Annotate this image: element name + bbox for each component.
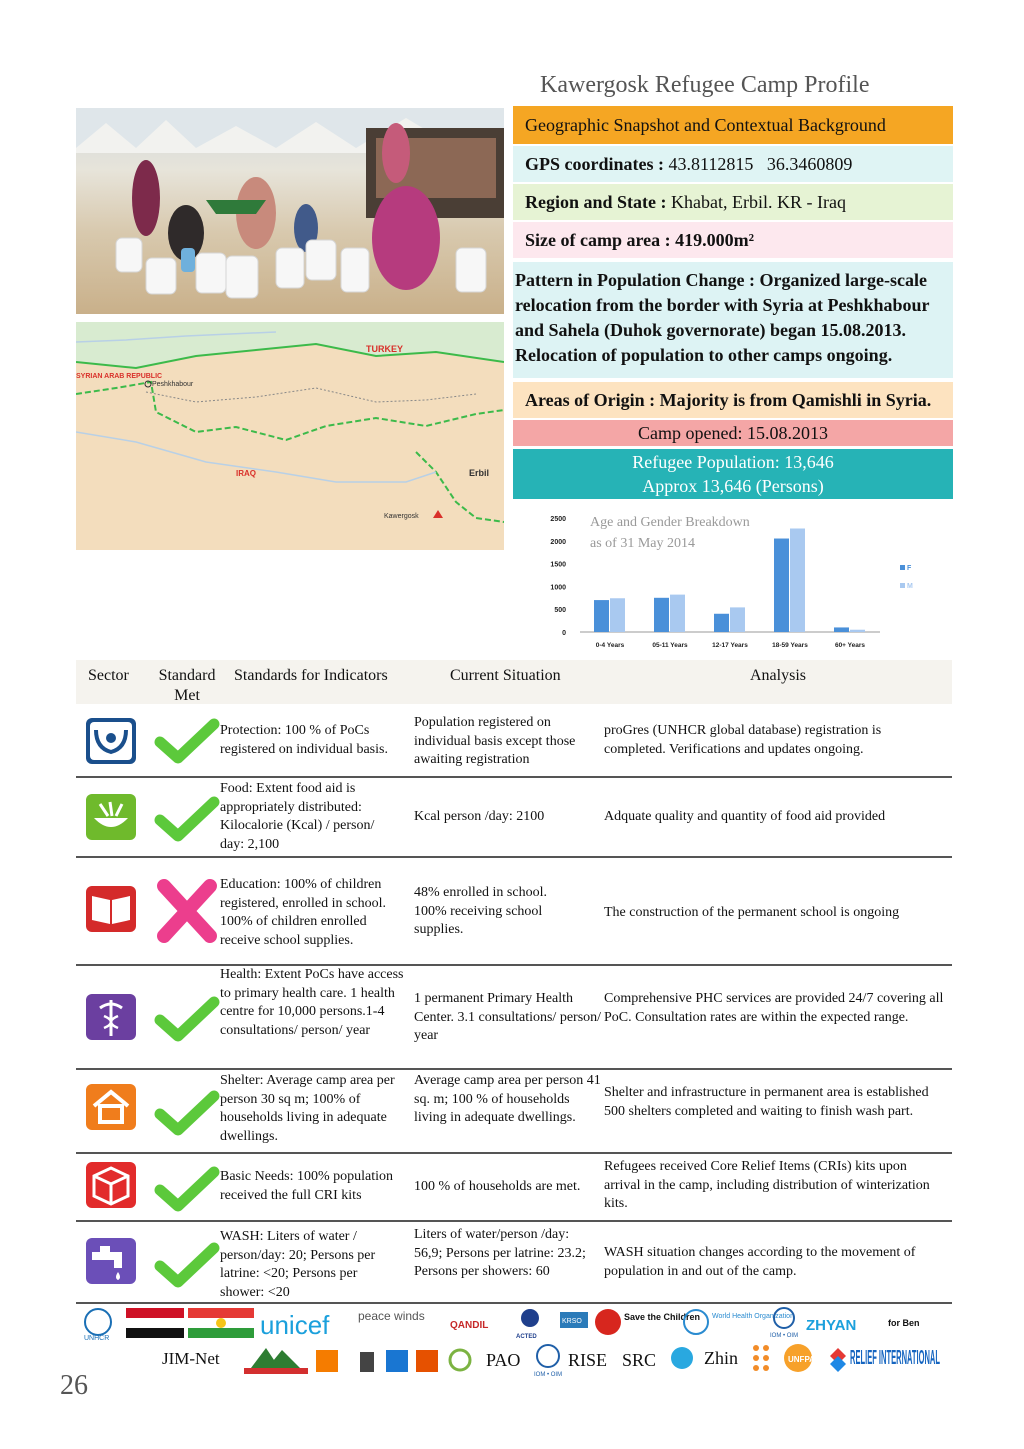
refugee-population: [513, 449, 953, 499]
x-tick-label: 12-17 Years: [712, 642, 748, 649]
logo-who: World Health Organization: [712, 1313, 794, 1320]
standard-text: Protection: 100 % of PoCs registered on individual basis.: [220, 723, 388, 757]
partner-logos: [76, 1304, 952, 1384]
x-tick-label: 0-4 Years: [595, 642, 625, 649]
logo-jim-net: JIM-Net: [162, 1349, 220, 1368]
y-tick-label: 1000: [550, 584, 566, 592]
page-number: 26: [60, 1370, 88, 1401]
health-icon: [86, 994, 136, 1040]
col-sector: Sector: [88, 667, 129, 684]
logo-zhin: Zhin: [704, 1348, 738, 1368]
bar-m-4: [850, 630, 865, 632]
camp-size: [513, 222, 953, 258]
cross-icon: [154, 878, 220, 944]
current-text: 48% enrolled in school. 100% receiving school supplies.: [414, 885, 547, 937]
col-standard-met: Standard Met: [158, 667, 216, 704]
region-state: [513, 184, 953, 220]
legend-label-f: F: [907, 565, 912, 572]
gps-value: 43.8112815 36.3460809: [668, 153, 853, 174]
check-icon: [154, 716, 220, 766]
logo-relief-international: RELIEF INTERNATIONAL: [850, 1347, 940, 1369]
chart-title: Age and Gender Breakdown: [590, 515, 750, 530]
check-icon: [154, 1164, 220, 1214]
bar-m-0: [610, 598, 625, 632]
standard-text: Education: 100% of children registered, enrolled in school. 100% of children enrolled receive school supplies.: [220, 877, 387, 948]
current-text: Average camp area per person 41 sq. m; 100 % of households living in adequate dwellings.: [414, 1073, 601, 1125]
cri-box-icon: [86, 1162, 136, 1208]
x-tick-label: 18-59 Years: [772, 642, 808, 649]
bar-f-0: [594, 600, 609, 632]
logo-src: SRC: [622, 1350, 657, 1370]
table-row-food: [76, 778, 952, 858]
page-title: Kawergosk Refugee Camp Profile: [540, 72, 870, 98]
logo-qandil: QANDIL: [450, 1320, 489, 1331]
map-label-kawergosk: Kawergosk: [384, 513, 419, 520]
camp-opened: Camp opened: 15.08.2013: [513, 420, 953, 446]
legend-swatch-f: [900, 565, 905, 570]
check-icon: [154, 994, 220, 1044]
bar-f-3: [774, 539, 789, 632]
standard-text: Basic Needs: 100% population received the full CRI kits: [220, 1169, 394, 1203]
check-icon: [154, 1088, 220, 1138]
age-gender-chart-svg: [540, 510, 930, 658]
bar-f-1: [654, 598, 669, 632]
size-label: Size of camp area :: [525, 229, 671, 250]
logo-acted: ACTED: [516, 1334, 537, 1340]
standard-text: Health: Extent PoCs have access to primary health care. 1 health centre for 10,000 persons.1-4 consultations/ person/ year: [220, 967, 404, 1038]
legend-swatch-m: [900, 583, 905, 588]
logo-unicef: unicef: [260, 1310, 330, 1340]
check-icon: [154, 794, 220, 844]
logo-rise: RISE: [568, 1350, 608, 1370]
table-row-protection: [76, 706, 952, 778]
legend-label-m: M: [907, 583, 913, 590]
shelter-icon: [86, 1084, 136, 1130]
map-illustration: [76, 322, 504, 550]
analysis-text: WASH situation changes according to the movement of population in and out of the camp.: [604, 1245, 916, 1279]
table-row-basic-needs: [76, 1154, 952, 1222]
gps-label: GPS coordinates :: [525, 153, 664, 174]
y-tick-label: 500: [554, 607, 566, 615]
current-text: Kcal person /day: 2100: [414, 809, 545, 824]
protection-icon: [86, 718, 136, 764]
bar-m-3: [790, 528, 805, 632]
logo-zhyan: ZHYAN: [806, 1317, 857, 1334]
col-analysis: Analysis: [750, 667, 806, 684]
current-text: Liters of water/person /day: 56,9; Persons per latrine: 23.2; Persons per showers: 60: [414, 1227, 586, 1279]
bar-m-1: [670, 595, 685, 632]
current-text: 100 % of households are met.: [414, 1179, 581, 1194]
map-label-syria: SYRIAN ARAB REPUBLIC: [76, 373, 163, 380]
section-title: Geographic Snapshot and Contextual Background: [513, 106, 953, 144]
logo-pao: PAO: [486, 1350, 521, 1370]
analysis-text: The construction of the permanent school is ongoing: [604, 905, 900, 920]
current-text: Population registered on individual basis except those awaiting registration: [414, 715, 576, 767]
analysis-text: Refugees received Core Relief Items (CRIs) kits upon arrival in the camp, including distribution of winterization kits.: [604, 1159, 930, 1211]
analysis-text: Adquate quality and quantity of food aid provided: [604, 809, 886, 824]
table-row-shelter: [76, 1070, 952, 1154]
logo-iom: IOM • OIM: [770, 1333, 799, 1339]
map-label-erbil: Erbil: [469, 468, 490, 478]
age-gender-chart: [540, 510, 930, 658]
map-label-iraq: IRAQ: [236, 469, 256, 478]
analysis-text: Comprehensive PHC services are provided 24/7 covering all PoC. Consultation rates are within the expected range.: [604, 991, 944, 1025]
logo-save-the-children: Save the Children: [624, 1312, 701, 1322]
location-map: [76, 322, 504, 550]
map-label-turkey: TURKEY: [366, 344, 404, 354]
logo-unhcr: UNHCR: [84, 1335, 110, 1342]
standard-text: Shelter: Average camp area per person 30 sq m; 100% of households living in adequate dwellings.: [220, 1073, 395, 1144]
table-row-wash: [76, 1222, 952, 1304]
size-value: 419.000m²: [675, 229, 755, 250]
refugee-population-line1: Refugee Population: 13,646: [632, 452, 834, 472]
bar-f-2: [714, 614, 729, 632]
table-row-health: [76, 966, 952, 1070]
col-current: Current Situation: [450, 667, 561, 684]
bar-m-2: [730, 607, 745, 632]
logo-krso: KRSO: [562, 1318, 582, 1325]
y-tick-label: 0: [562, 630, 566, 637]
water-tap-icon: [86, 1238, 136, 1284]
table-row-education: [76, 858, 952, 966]
logo-peace-winds: peace winds: [358, 1309, 425, 1323]
logo-unfpa: UNFPA: [788, 1355, 815, 1364]
check-icon: [154, 1240, 220, 1290]
logo-iom-2: IOM • OIM: [534, 1372, 563, 1378]
chart-subtitle: as of 31 May 2014: [590, 536, 695, 551]
book-icon: [86, 886, 136, 932]
bar-f-4: [834, 627, 849, 632]
logo-for-ben: for Ben: [888, 1318, 920, 1328]
region-value: Khabat, Erbil. KR - Iraq: [671, 191, 846, 212]
areas-of-origin: Areas of Origin : Majority is from Qamishli in Syria.: [513, 382, 953, 418]
food-icon: [86, 794, 136, 840]
current-text: 1 permanent Primary Health Center. 3.1 consultations/ person/ year: [414, 991, 602, 1043]
camp-photo: [76, 108, 504, 314]
x-tick-label: 60+ Years: [834, 642, 866, 649]
col-standards: Standards for Indicators: [234, 667, 388, 684]
gps-coordinates: [513, 146, 953, 182]
table-header: [76, 660, 952, 704]
population-change: Pattern in Population Change : Organized large-scale relocation from the border with Syria at Peshkhabour and Sahela (Duhok governorate) began 15.08.2013. Relocation of population to other camps ongoing.: [513, 262, 953, 378]
y-tick-label: 1500: [550, 561, 566, 569]
partner-logos-strip: [76, 1304, 952, 1384]
map-label-peshkhabour: Peshkhabour: [152, 381, 194, 388]
standard-text: Food: Extent food aid is appropriately distributed: Kilocalorie (Kcal) / person/ day: 2,100: [220, 781, 375, 852]
region-label: Region and State :: [525, 191, 667, 212]
y-tick-label: 2000: [550, 538, 566, 546]
analysis-text: Shelter and infrastructure in permanent area is established 500 shelters completed and waiting to finish wash part.: [604, 1085, 929, 1119]
analysis-text: proGres (UNHCR global database) registration is completed. Verifications and updates ongoing.: [604, 723, 882, 757]
camp-photo-illustration: [76, 108, 504, 314]
standard-text: WASH: Liters of water / person/day: 20; Persons per latrine: <20; Persons per shower: <20: [220, 1229, 376, 1300]
x-tick-label: 05-11 Years: [652, 642, 688, 649]
refugee-population-line2: Approx 13,646 (Persons): [642, 476, 824, 496]
y-tick-label: 2500: [550, 516, 566, 523]
